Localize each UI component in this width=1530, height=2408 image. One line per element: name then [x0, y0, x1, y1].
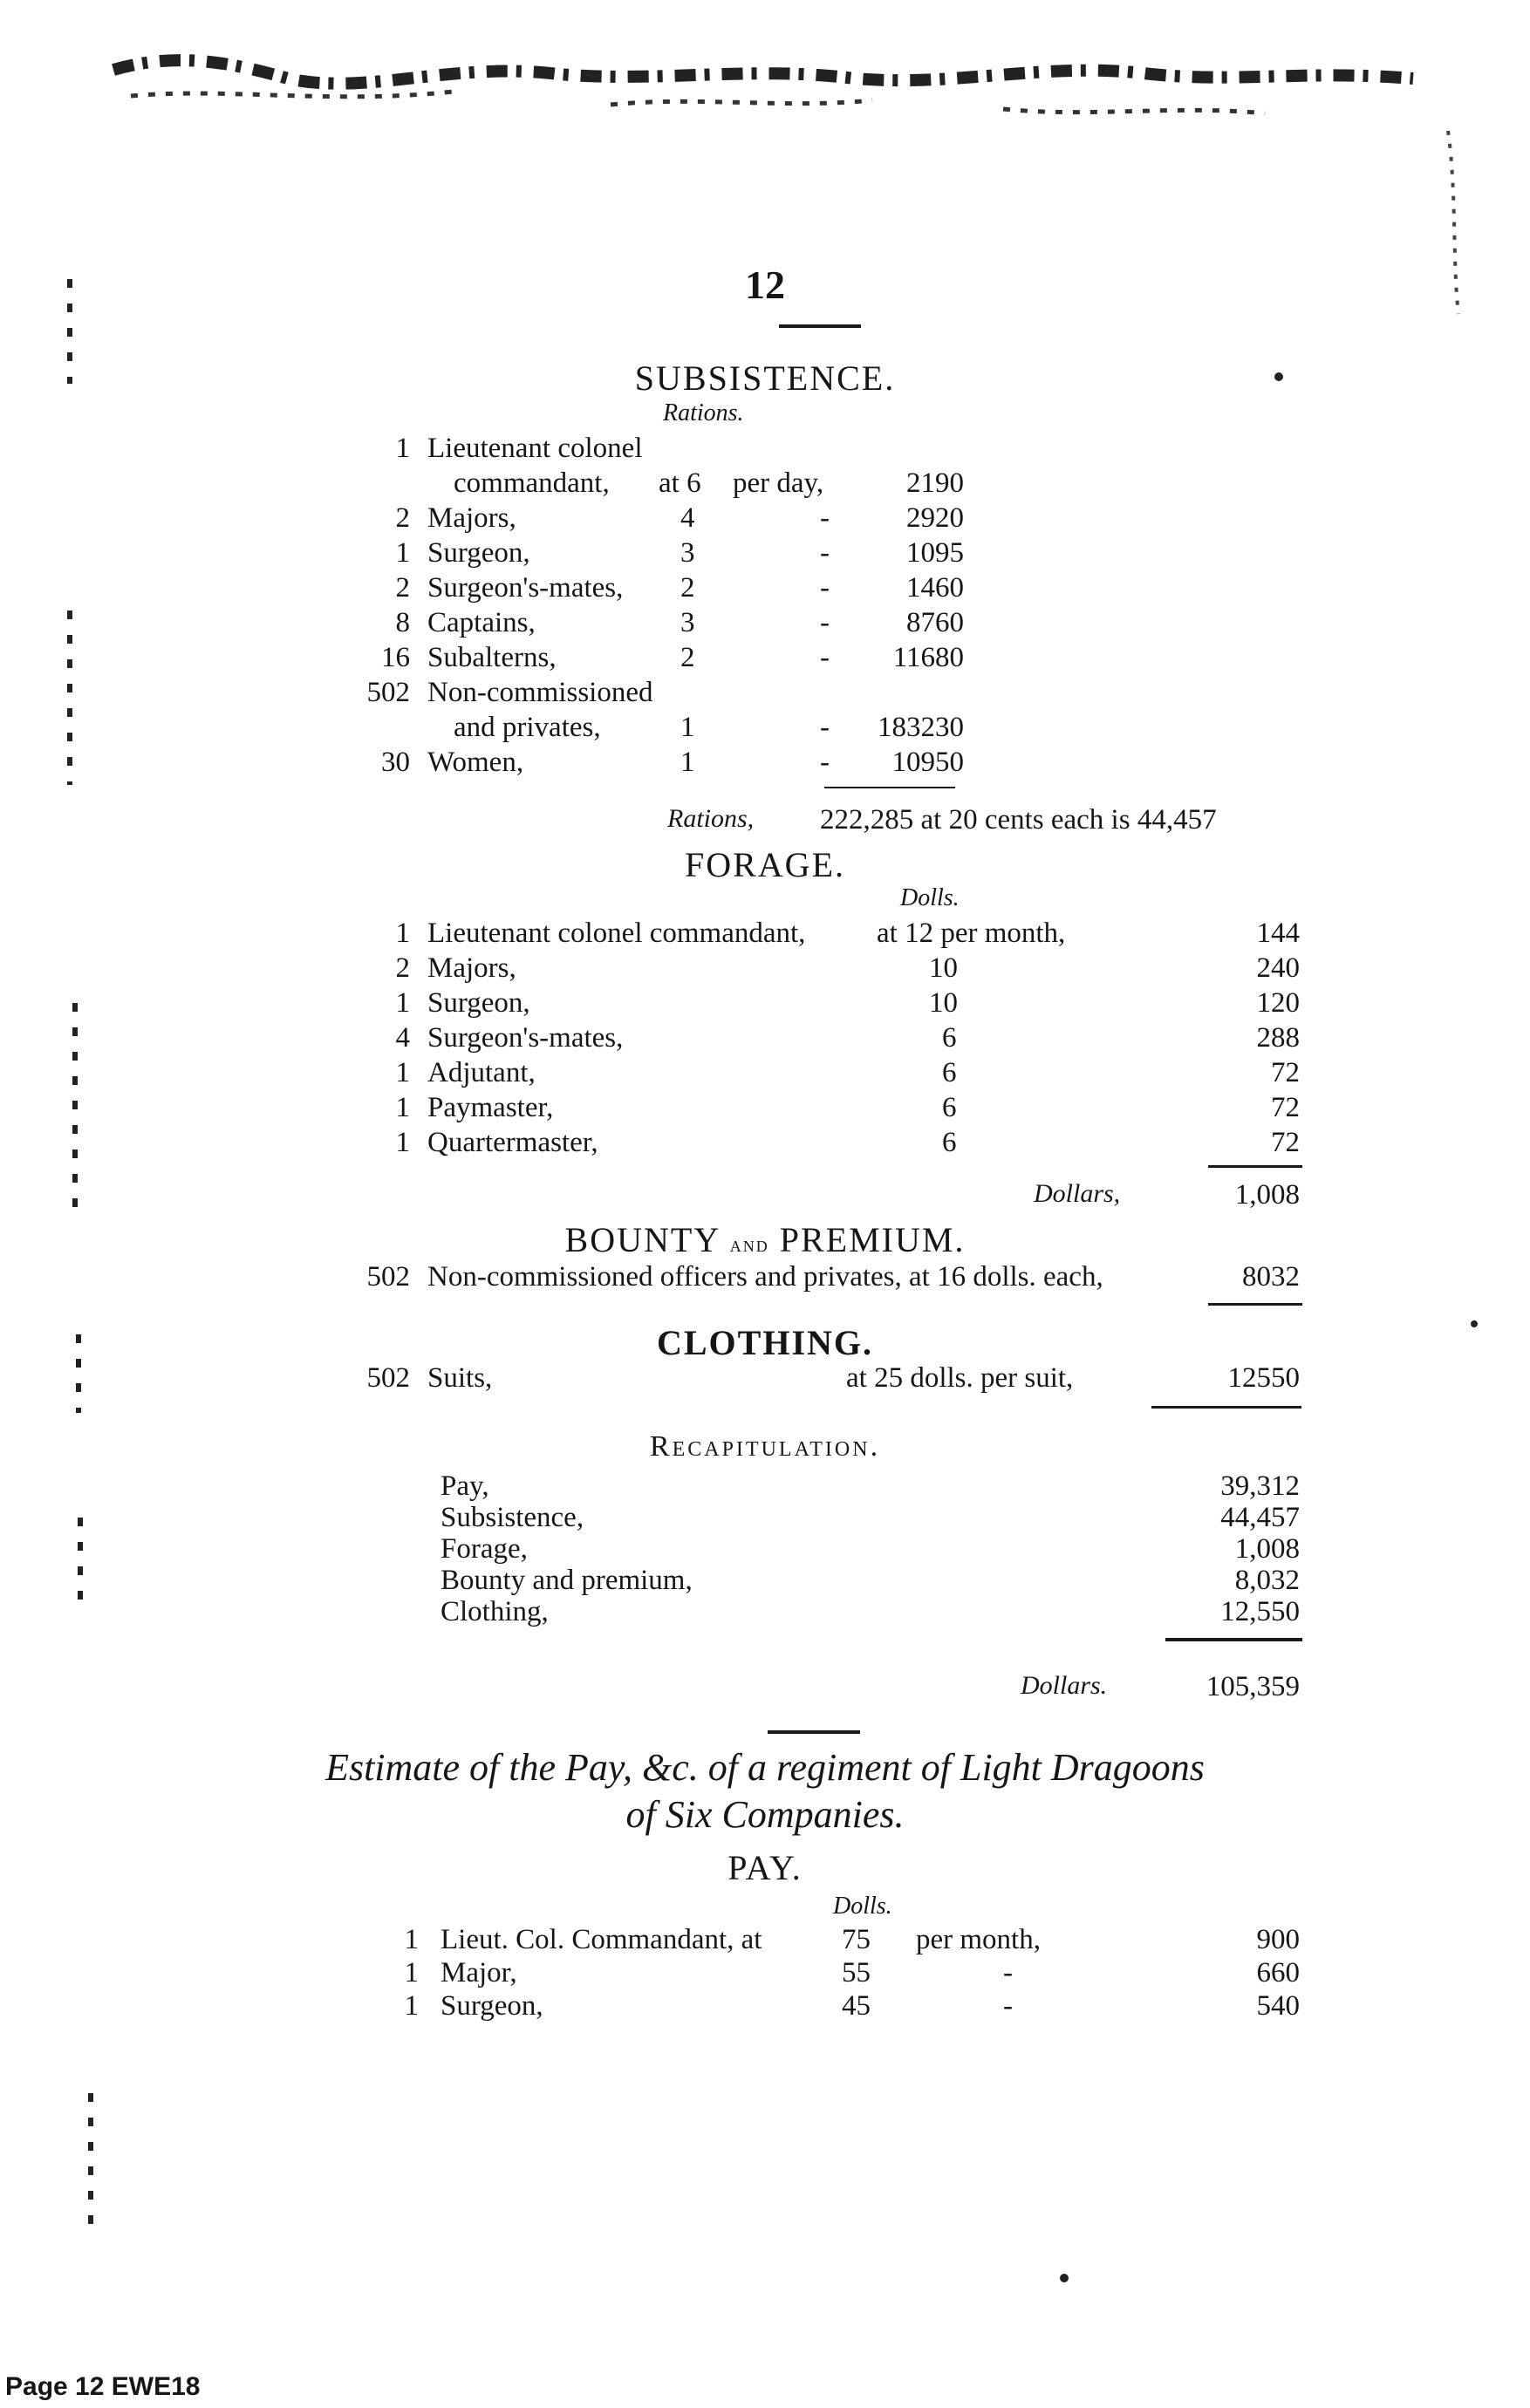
- row-value: 72: [1271, 1057, 1300, 1088]
- row-label: Clothing,: [441, 1596, 549, 1627]
- row-number: 1: [395, 1092, 410, 1123]
- table-row: [0, 502, 1530, 537]
- header-rule: [779, 324, 861, 328]
- row-value: 11680: [892, 642, 964, 673]
- row-label: Lieutenant colonel: [427, 433, 643, 464]
- row-value: 120: [1256, 987, 1300, 1019]
- row-number: 2: [395, 952, 410, 984]
- clothing-rule: [1151, 1406, 1301, 1409]
- row-rate: 75: [842, 1924, 871, 1955]
- row-rate: at 6: [659, 467, 701, 499]
- row-rate: 10: [929, 952, 958, 984]
- row-number: 2: [395, 502, 410, 534]
- forage-total: [0, 1179, 1530, 1214]
- clothing-heading: CLOTHING.: [656, 1323, 874, 1362]
- row-label: Paymaster,: [427, 1092, 554, 1123]
- table-row: [0, 1533, 1530, 1568]
- row-label: Forage,: [441, 1533, 528, 1565]
- pay-col-header: Dolls.: [833, 1893, 892, 1920]
- section-divider: [768, 1730, 860, 1734]
- premium-heading-word: PREMIUM.: [779, 1220, 966, 1259]
- row-rate: 6: [942, 1057, 957, 1088]
- row-rate: at 25 dolls. per suit,: [846, 1362, 1074, 1394]
- table-row: [0, 1092, 1530, 1127]
- row-value: 900: [1256, 1924, 1300, 1955]
- row-value: 8760: [906, 607, 964, 638]
- table-row: [0, 1022, 1530, 1057]
- row-rate: 45: [842, 1990, 871, 2022]
- row-label: Non-commissioned officers and privates, at 16 dolls. each,: [427, 1261, 1103, 1293]
- row-number: 30: [381, 747, 410, 778]
- row-rate: 1: [680, 747, 695, 778]
- row-label: commandant,: [454, 467, 610, 499]
- subsistence-heading: SUBSISTENCE.: [634, 358, 896, 398]
- recap-total: [0, 1671, 1530, 1706]
- bounty-row: [0, 1261, 1530, 1296]
- row-per: -: [820, 572, 830, 604]
- row-label: Surgeon,: [427, 537, 530, 569]
- row-label: Pay,: [441, 1470, 489, 1502]
- row-number: 1: [395, 917, 410, 949]
- estimate-title-line: of Six Companies.: [625, 1793, 905, 1836]
- row-label: Women,: [427, 747, 524, 778]
- row-per: per month,: [916, 1924, 1041, 1955]
- table-row: [0, 537, 1530, 572]
- row-value: 72: [1271, 1127, 1300, 1158]
- row-number: 1: [395, 433, 410, 464]
- row-value: 39,312: [1220, 1470, 1300, 1502]
- row-value: 12550: [1227, 1362, 1300, 1394]
- bounty-heading-and: and: [729, 1231, 769, 1257]
- row-value: 240: [1256, 952, 1300, 984]
- row-value: 2190: [906, 467, 964, 499]
- table-row: [0, 607, 1530, 642]
- row-number: 502: [366, 1261, 410, 1293]
- row-number: 1: [395, 537, 410, 569]
- total-label: Dollars.: [1021, 1671, 1108, 1700]
- row-label: Surgeon,: [441, 1990, 543, 2022]
- row-value: 660: [1256, 1957, 1300, 1988]
- row-label: Adjutant,: [427, 1057, 536, 1088]
- table-row: [0, 1990, 1530, 2025]
- table-row: [0, 677, 1530, 712]
- table-row: [0, 1127, 1530, 1162]
- row-per: -: [820, 747, 830, 778]
- row-label: Surgeon's-mates,: [427, 1022, 624, 1054]
- total-label: Rations,: [667, 804, 755, 833]
- row-label: Non-commissioned: [427, 677, 653, 708]
- row-number: 1: [395, 987, 410, 1019]
- row-number: 1: [404, 1924, 419, 1955]
- row-rate: 10: [929, 987, 958, 1019]
- table-row: [0, 642, 1530, 677]
- row-label: Suits,: [427, 1362, 493, 1394]
- row-number: 1: [404, 1990, 419, 2022]
- row-per: -: [820, 502, 830, 534]
- row-value: 10950: [891, 747, 964, 778]
- total-value: 1,008: [1234, 1179, 1300, 1211]
- row-label: Majors,: [427, 952, 516, 984]
- row-value: 1460: [906, 572, 964, 604]
- recap-rule: [1165, 1638, 1302, 1641]
- table-row: [0, 1565, 1530, 1600]
- row-value: 540: [1256, 1990, 1300, 2022]
- row-number: 16: [381, 642, 410, 673]
- row-value: 2920: [906, 502, 964, 534]
- row-rate: 55: [842, 1957, 871, 1988]
- row-label: Surgeon,: [427, 987, 530, 1019]
- row-rate: 3: [680, 537, 695, 569]
- page-footer: Page 12 EWE18: [5, 2372, 201, 2401]
- table-row: [0, 1502, 1530, 1537]
- table-row: [0, 917, 1530, 952]
- row-per: -: [820, 642, 830, 673]
- total-value: 105,359: [1206, 1671, 1300, 1702]
- table-row: [0, 1470, 1530, 1505]
- table-row: [0, 747, 1530, 781]
- row-rate: at 12 per month,: [877, 917, 1066, 949]
- forage-sum-rule: [1208, 1165, 1302, 1168]
- row-label: Subalterns,: [427, 642, 557, 673]
- row-rate: 4: [680, 502, 695, 534]
- estimate-title-line: Estimate of the Pay, &c. of a regiment of Light Dragoons: [325, 1746, 1205, 1789]
- row-label: Bounty and premium,: [441, 1565, 693, 1596]
- table-row: [0, 712, 1530, 747]
- table-row: [0, 1924, 1530, 1959]
- row-rate: 3: [680, 607, 695, 638]
- row-rate: 6: [942, 1092, 957, 1123]
- table-row: [0, 433, 1530, 467]
- row-rate: 2: [680, 642, 695, 673]
- bounty-heading: [0, 1219, 1530, 1260]
- table-row: [0, 467, 1530, 502]
- row-number: 502: [366, 677, 410, 708]
- estimate-title: [0, 1744, 1530, 1838]
- table-row: [0, 952, 1530, 987]
- row-per: -: [820, 712, 830, 743]
- row-label: Surgeon's-mates,: [427, 572, 624, 604]
- row-rate: 6: [942, 1127, 957, 1158]
- row-number: 1: [395, 1127, 410, 1158]
- row-value: 44,457: [1220, 1502, 1300, 1533]
- subsistence-col-header: Rations.: [663, 399, 744, 426]
- row-value: 183230: [878, 712, 964, 743]
- row-value: 1,008: [1234, 1533, 1300, 1565]
- row-number: 502: [366, 1362, 410, 1394]
- total-label: Dollars,: [1034, 1179, 1121, 1208]
- row-label: Majors,: [427, 502, 516, 534]
- subsistence-sum-rule: [824, 787, 955, 788]
- table-row: [0, 572, 1530, 607]
- row-per: -: [1003, 1957, 1013, 1988]
- row-value: 12,550: [1220, 1596, 1300, 1627]
- recap-heading: Recapitulation.: [649, 1430, 881, 1463]
- subsistence-total: [0, 804, 1530, 839]
- table-row: [0, 987, 1530, 1022]
- row-rate: 1: [680, 712, 695, 743]
- row-value: 288: [1256, 1022, 1300, 1054]
- row-label: Captains,: [427, 607, 536, 638]
- pay-heading: PAY.: [727, 1848, 803, 1887]
- row-label: Major,: [441, 1957, 517, 1988]
- table-row: [0, 1057, 1530, 1092]
- forage-heading: FORAGE.: [684, 845, 846, 884]
- table-row: [0, 1957, 1530, 1992]
- row-rate: 2: [680, 572, 695, 604]
- row-label: Subsistence,: [441, 1502, 584, 1533]
- row-label: Lieut. Col. Commandant, at: [441, 1924, 762, 1955]
- row-value: 72: [1271, 1092, 1300, 1123]
- row-label: and privates,: [454, 712, 601, 743]
- row-number: 1: [395, 1057, 410, 1088]
- bounty-heading-word: BOUNTY: [564, 1220, 720, 1259]
- bounty-rule: [1208, 1303, 1302, 1306]
- row-per: -: [820, 537, 830, 569]
- row-value: 144: [1256, 917, 1300, 949]
- row-number: 4: [395, 1022, 410, 1054]
- total-text: 222,285 at 20 cents each is 44,457: [820, 804, 1217, 836]
- forage-col-header: Dolls.: [900, 884, 960, 911]
- row-number: 1: [404, 1957, 419, 1988]
- table-row: [0, 1596, 1530, 1631]
- row-number: 8: [395, 607, 410, 638]
- row-value: 8032: [1242, 1261, 1300, 1293]
- row-rate: 6: [942, 1022, 957, 1054]
- row-per: -: [820, 607, 830, 638]
- page-number: 12: [745, 263, 785, 307]
- row-value: 1095: [906, 537, 964, 569]
- clothing-row: [0, 1362, 1530, 1397]
- row-label: Quartermaster,: [427, 1127, 598, 1158]
- row-per: -: [1003, 1990, 1013, 2022]
- row-number: 2: [395, 572, 410, 604]
- row-value: 8,032: [1234, 1565, 1300, 1596]
- row-label: Lieutenant colonel commandant,: [427, 917, 806, 949]
- row-per: per day,: [733, 467, 824, 499]
